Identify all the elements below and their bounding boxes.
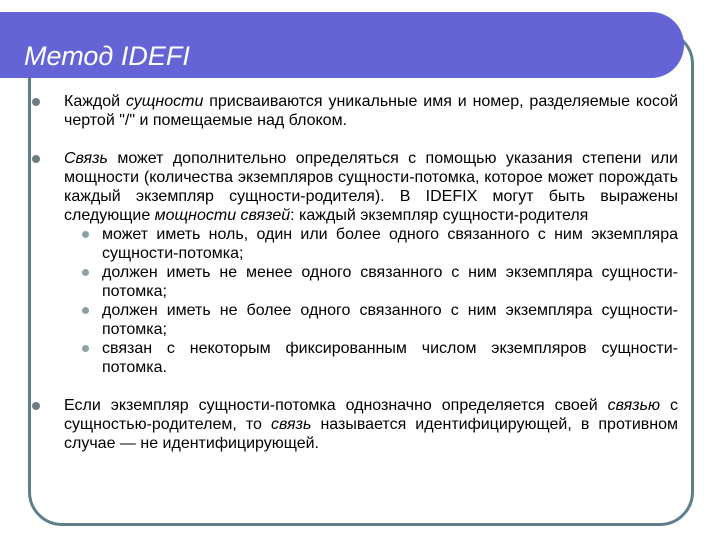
- sub-bullet-icon: [82, 307, 89, 314]
- sub-bullet-icon: [82, 269, 89, 276]
- bullet-icon: [32, 402, 40, 410]
- bullet-item-entity-naming: [32, 92, 678, 130]
- italic-term: сущности: [125, 93, 204, 110]
- sub-list-item: должен иметь не более одного связанного с ним экземпляра сущности-потомка;: [64, 301, 678, 339]
- text-span: Каждой: [64, 93, 126, 110]
- sub-list-item: связан с некоторым фиксированным числом экземпляров сущности-потомка.: [64, 339, 678, 377]
- text-span: : каждый экземпляр сущности-родителя: [290, 207, 589, 224]
- italic-term: мощности связей: [154, 207, 291, 224]
- bullet-icon: [32, 98, 40, 106]
- italic-term: связью: [607, 397, 661, 414]
- bullet-icon: [32, 155, 40, 163]
- sub-list: [64, 225, 678, 377]
- italic-term: Связь: [64, 150, 108, 167]
- title-bar: [0, 12, 684, 78]
- sub-list-item: должен иметь не менее одного связанного с ним экземпляра сущности-потомка;: [64, 263, 678, 301]
- text-span: может дополнительно определяться с помощью указания степени или мощности (количества экземпляров сущности-потомка, которое может порождать каждый экземпляр сущности-родителя). В IDEFIX могут быть выражены следующие: [64, 150, 678, 224]
- slide-content: [32, 92, 678, 453]
- text-span: называется идентифицирующей, в противном случае — не идентифицирующей.: [64, 416, 678, 452]
- slide-title: Метод IDEFI: [24, 41, 190, 71]
- sub-list-item: может иметь ноль, один или более одного связанного с ним экземпляра сущности-потомка;: [64, 225, 678, 263]
- bullet-item-cardinality: [32, 149, 678, 377]
- bullet-item-identifying: [32, 396, 678, 453]
- italic-term: связь: [270, 416, 312, 433]
- text-span: Если экземпляр сущности-потомка однозначно определяется своей: [64, 397, 608, 414]
- sub-bullet-icon: [82, 231, 89, 238]
- text-span: с сущностью-родителем, то: [64, 397, 678, 433]
- text-span: присваиваются уникальные имя и номер, разделяемые косой чертой "/" и помещаемые над блоком.: [64, 93, 679, 129]
- sub-bullet-icon: [82, 345, 89, 352]
